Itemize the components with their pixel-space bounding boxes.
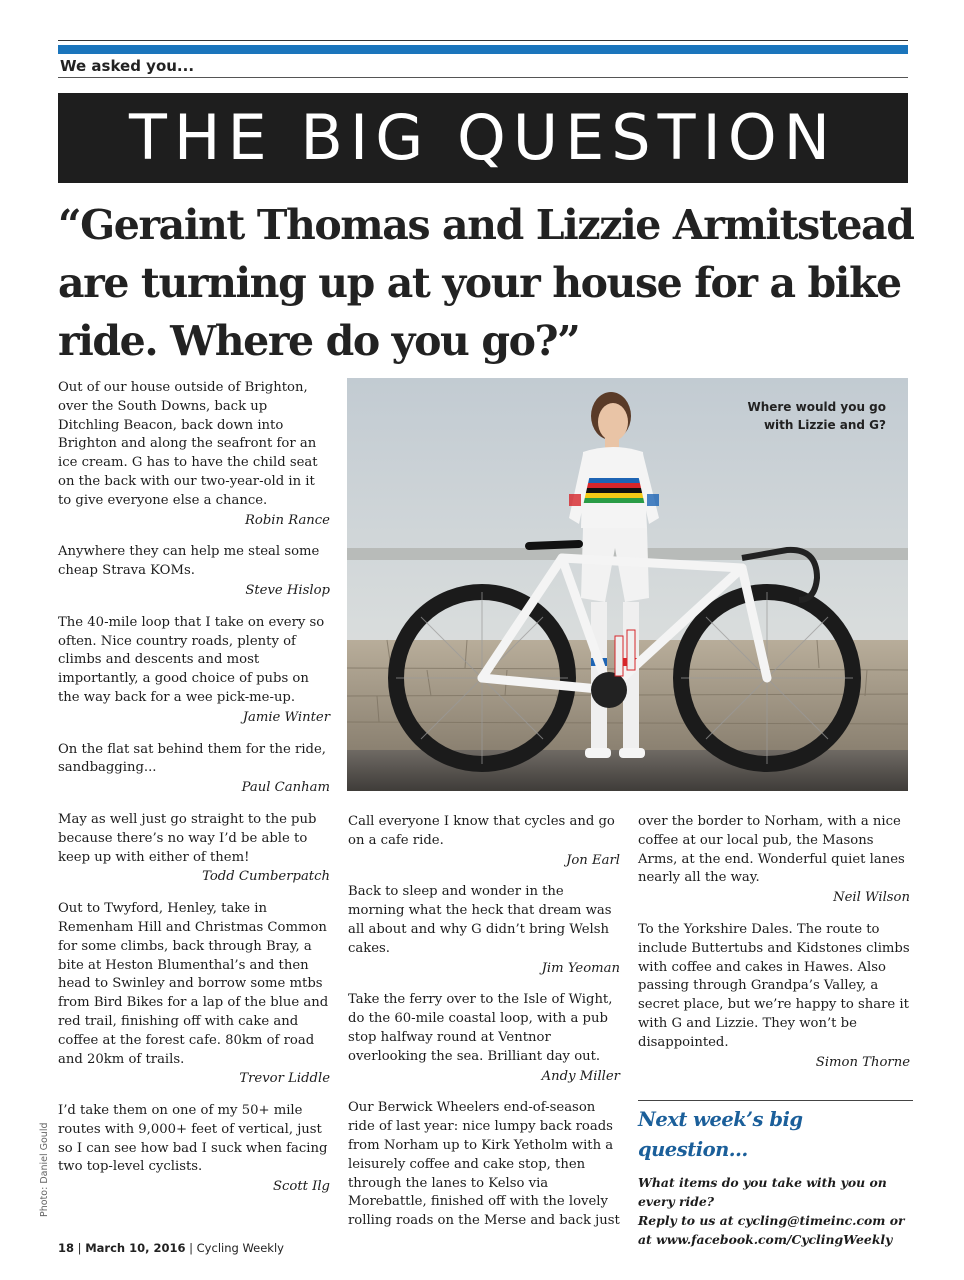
responses-column-2: [348, 813, 620, 1244]
response-author: Neil Wilson: [833, 890, 910, 906]
response: [58, 379, 330, 530]
response: [58, 543, 330, 600]
magazine-name: Cycling Weekly: [196, 1241, 284, 1255]
response-text: On the flat sat behind them for the ride, sandbagging...: [58, 741, 326, 776]
response-text: Back to sleep and wonder in the morning what the heck that dream was all about and why G didn’t bring Welsh cakes.: [348, 884, 612, 956]
response-text: Out to Twyford, Henley, take in Remenham Hill and Christmas Common for some climbs, back through Bray, a bite at Heston Blumenthal’s and then head to Swinley and borrow some mtbs from Bird Bikes for a lap of the blue and red trail, finishing off with cake and coffee at the forest cafe. 80km of road and 20km of trails.: [58, 901, 329, 1067]
response-author: Andy Miller: [541, 1068, 620, 1084]
response-text: over the border to Norham, with a nice coffee at our local pub, the Masons Arms, at the end. Wonderful quiet lanes nearly all the way.: [638, 814, 905, 886]
footer-separator: |: [77, 1241, 86, 1255]
response: [58, 1102, 330, 1197]
response: [58, 900, 330, 1089]
big-question: “Geraint Thomas and Lizzie Armitstead are turning up at your house for a bike ride. Where do you go?”: [58, 201, 914, 365]
response: [348, 991, 620, 1086]
response-author: Simon Thorne: [815, 1054, 910, 1070]
next-week-question: What items do you take with you on every ride?: [638, 1175, 887, 1209]
photo-credit: Photo: Daniel Gould: [39, 1122, 50, 1217]
top-rule: [58, 40, 908, 41]
responses-column-3: [638, 813, 910, 1085]
response: [58, 741, 330, 798]
cyclist-photo-illustration: [347, 378, 908, 791]
response-text: May as well just go straight to the pub because there’s no way I’d be able to keep up with either of them!: [58, 811, 317, 865]
responses-column-1: [58, 379, 330, 1210]
response-text: Our Berwick Wheelers end-of-season ride of last year: nice lumpy back roads from Norham up to Kirk Yetholm with a leisurely coffee and cake stop, then through the lanes to Kelso via Morebattle, finished off with the lovely rolling roads on the Merse and back just: [348, 1100, 620, 1229]
cyclist-photo: [347, 378, 908, 791]
photo-caption: [747, 398, 886, 434]
response-text: To the Yorkshire Dales. The route to include Buttertubs and Kidstones climbs with coffee and cakes in Hawes. Also passing through Grandpa’s Valley, a secret place, but we’re happy to share it with G and Lizzie. They won’t be disappointed.: [638, 921, 910, 1050]
response-author: Robin Rance: [245, 512, 330, 528]
response-text: Call everyone I know that cycles and go on a cafe ride.: [348, 814, 615, 848]
next-week-reply: Reply to us at cycling@timeinc.com or at www.facebook.com/CyclingWeekly: [638, 1213, 905, 1247]
section-rule: [58, 77, 908, 78]
footer-separator: |: [189, 1241, 197, 1255]
response-author: Trevor Liddle: [239, 1071, 330, 1087]
response-author: Jim Yeoman: [541, 960, 620, 976]
response-author: Scott Ilg: [272, 1179, 330, 1195]
response-text: I’d take them on one of my 50+ mile routes with 9,000+ feet of vertical, just so I can see how bad I suck when facing two top-level cyclists.: [58, 1103, 328, 1175]
page-title: THE BIG QUESTION: [129, 101, 837, 174]
response-author: Todd Cumberpatch: [202, 869, 330, 885]
response-author: Jon Earl: [566, 852, 620, 868]
response-author: Jamie Winter: [242, 709, 330, 725]
response: [58, 811, 330, 887]
next-week-title: Next week’s big question…: [638, 1108, 803, 1161]
caption-line-2: with Lizzie and G?: [763, 418, 886, 432]
response-text: The 40-mile loop that I take on every so often. Nice country roads, plenty of climbs and descents and most importantly, a good choice of pubs on the way back for a wee pick-me-up.: [58, 614, 325, 705]
page-number: 18: [58, 1241, 75, 1255]
response: [638, 813, 910, 908]
caption-line-1: Where would you go: [747, 400, 886, 414]
section-label: We asked you...: [60, 57, 195, 75]
next-week-rule: [638, 1100, 913, 1101]
response: [348, 883, 620, 978]
response: [348, 813, 620, 870]
response-text: Take the ferry over to the Isle of Wight, do the 60-mile coastal loop, with a pub stop halfway round at Ventnor overlooking the sea. Brilliant day out.: [348, 992, 613, 1064]
response: [348, 1099, 620, 1231]
issue-date: March 10, 2016: [85, 1241, 186, 1255]
response-author: Steve Hislop: [245, 582, 330, 598]
response-text: Out of our house outside of Brighton, over the South Downs, back up Ditchling Beacon, back down into Brighton and along the seafront for an ice cream. G has to have the child seat on the back with our two-year-old in it to give everyone else a chance.: [58, 380, 318, 508]
response: [638, 921, 910, 1072]
next-week-box: [638, 1100, 913, 1249]
response: [58, 614, 330, 728]
page-footer: [58, 1241, 284, 1255]
title-banner: [58, 93, 908, 183]
response-text: Anywhere they can help me steal some cheap Strava KOMs.: [58, 544, 320, 579]
next-week-body: [638, 1173, 913, 1249]
response-author: Paul Canham: [241, 780, 330, 796]
brand-bar: [58, 45, 908, 54]
